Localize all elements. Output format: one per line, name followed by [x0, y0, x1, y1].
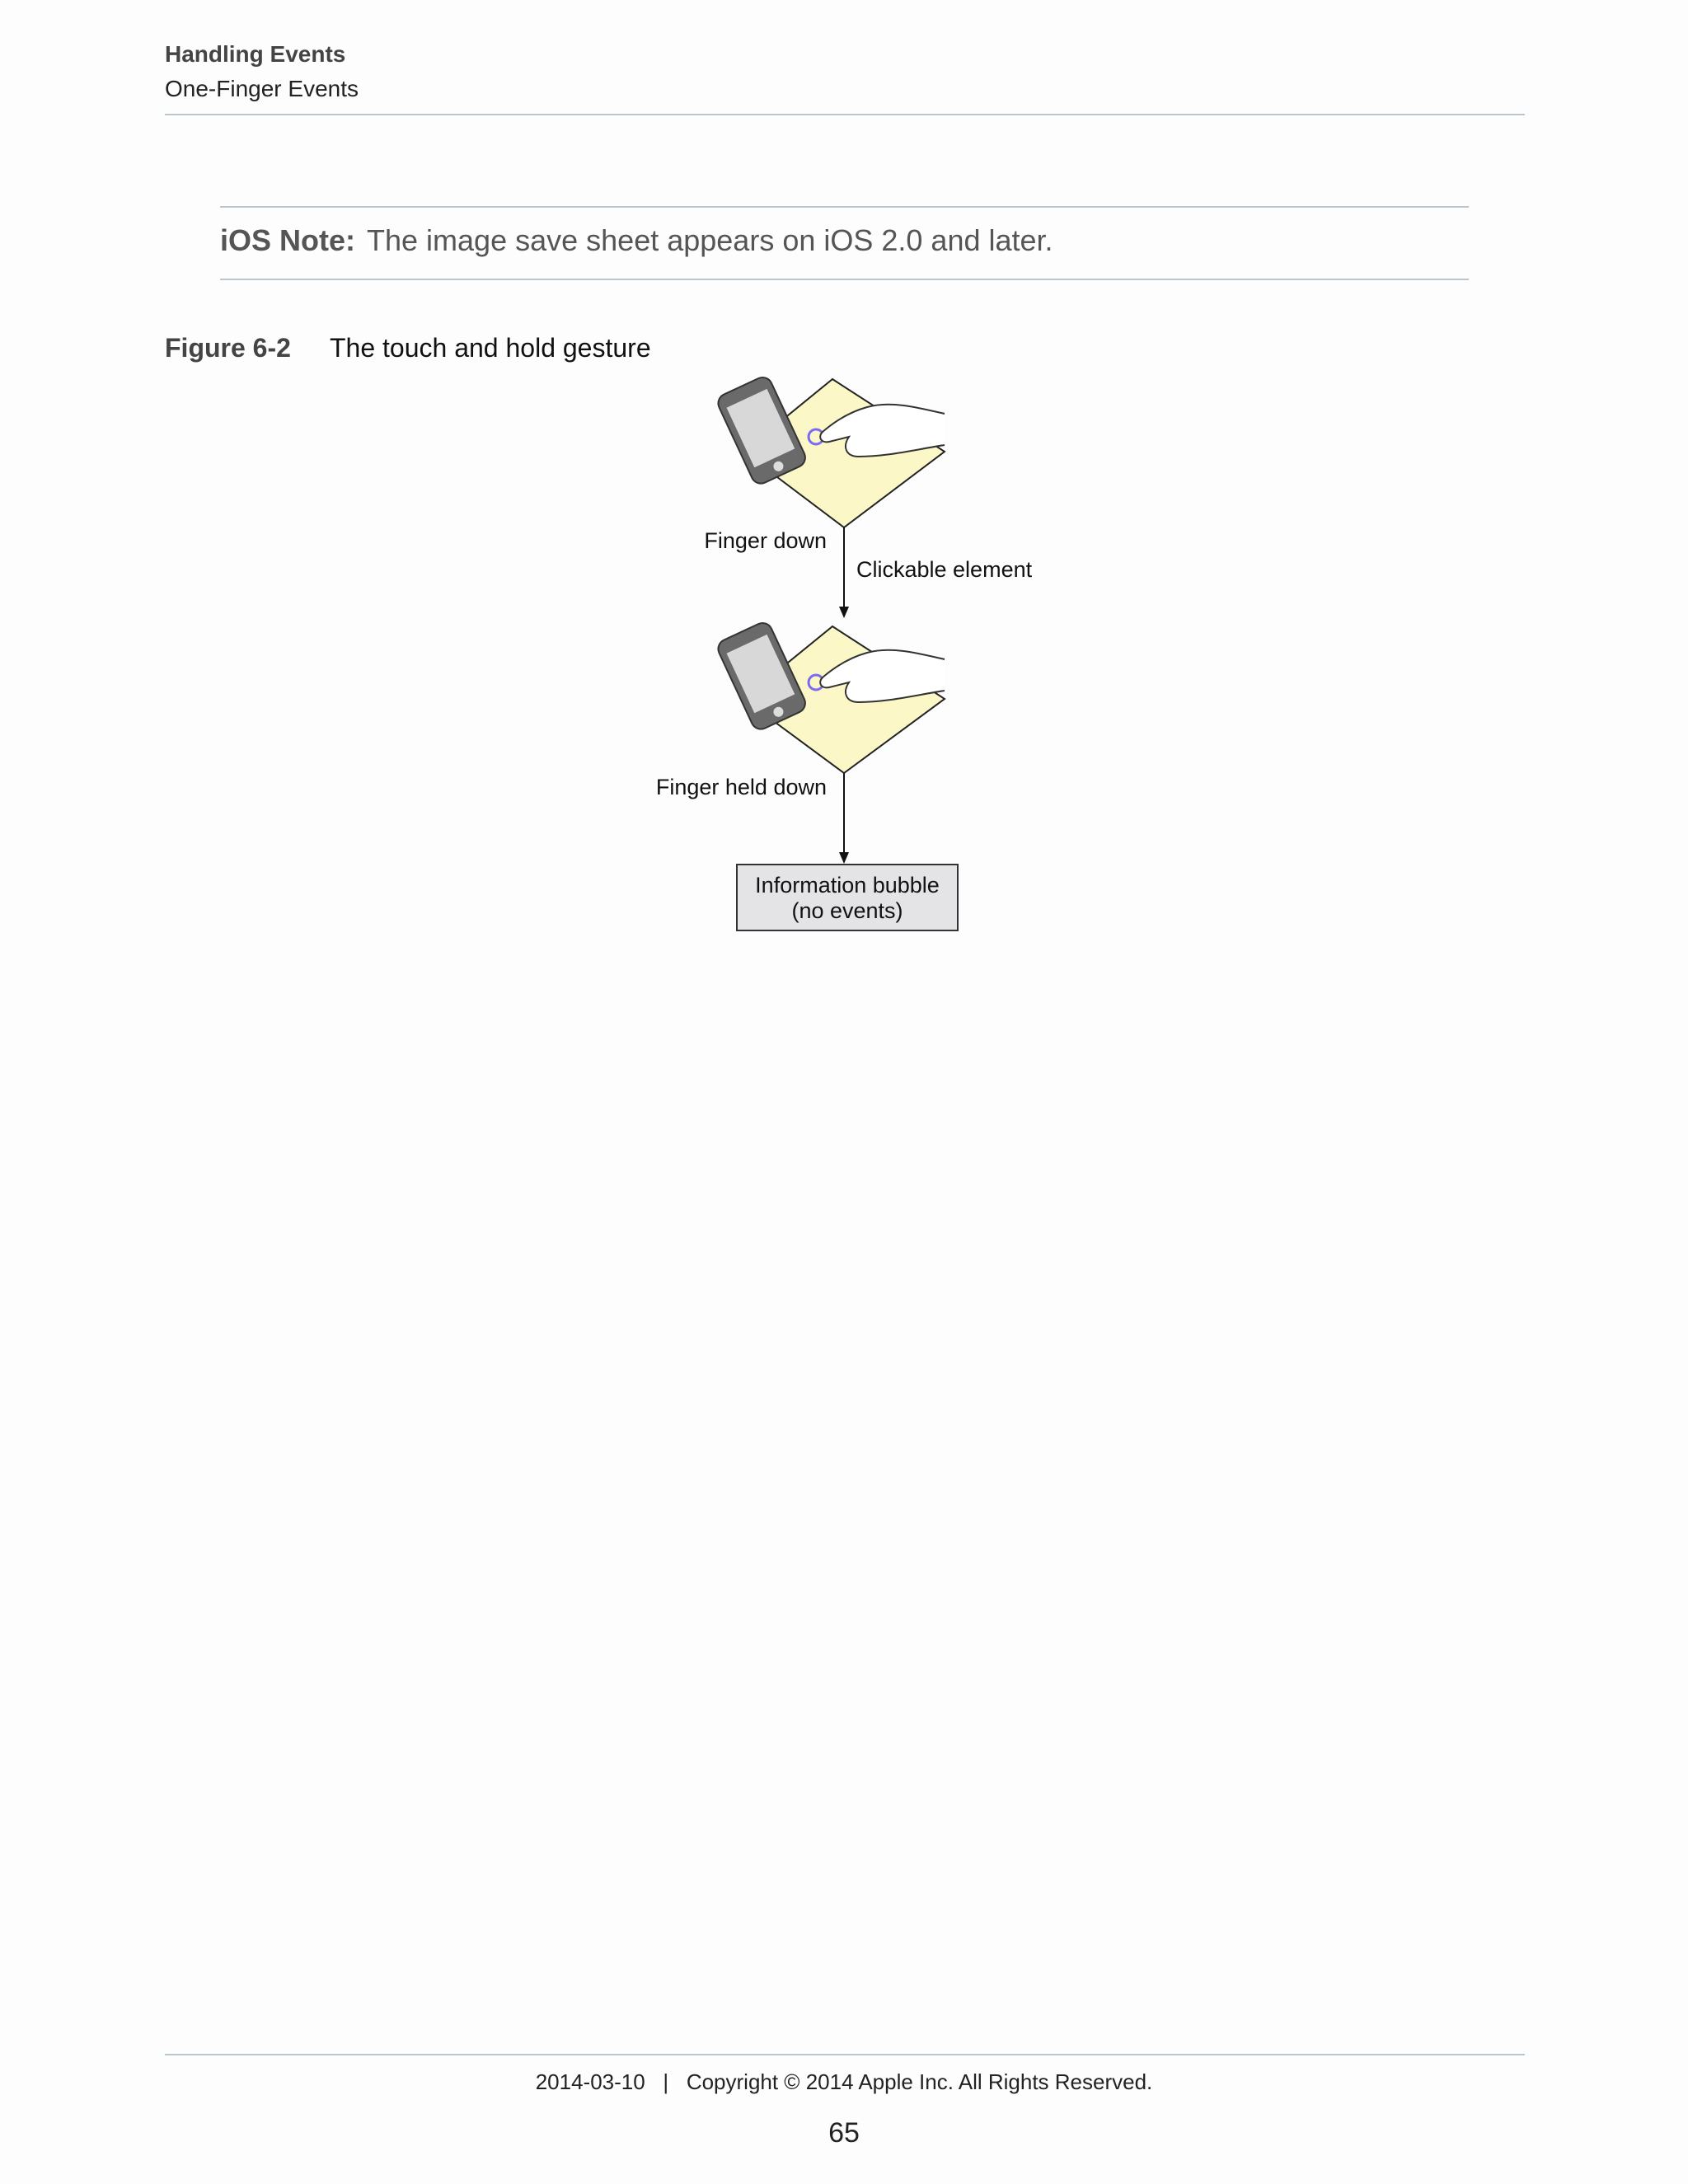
footer-date: 2014-03-10	[535, 2069, 645, 2094]
header-divider	[165, 114, 1525, 115]
footer-separator: |	[663, 2069, 669, 2094]
finger-down-label: Finger down	[704, 528, 827, 553]
figure-title: The touch and hold gesture	[330, 333, 651, 363]
figure-caption	[165, 330, 651, 366]
section-title: One-Finger Events	[165, 76, 359, 101]
finger-held-down-illustration	[715, 620, 945, 773]
note-label: iOS Note:	[220, 223, 356, 257]
figure-number: Figure 6-2	[165, 333, 291, 363]
finger-down-illustration	[715, 374, 945, 527]
finger-held-down-label: Finger held down	[655, 775, 827, 799]
no-events-label: (no events)	[791, 898, 903, 923]
note-text: The image save sheet appears on iOS 2.0 and later.	[367, 223, 1053, 257]
note-top-divider	[220, 206, 1469, 208]
footer-divider	[165, 2054, 1525, 2055]
clickable-element-label: Clickable element	[856, 557, 1033, 582]
page-number: 65	[828, 2117, 860, 2149]
footer	[0, 2067, 1688, 2097]
note-bottom-divider	[220, 279, 1469, 280]
running-header	[165, 40, 1525, 104]
information-bubble-label: Information bubble	[755, 873, 940, 898]
ios-note	[220, 221, 1053, 260]
footer-copyright: Copyright © 2014 Apple Inc. All Rights Reserved.	[686, 2069, 1153, 2094]
chapter-title: Handling Events	[165, 41, 346, 67]
touch-and-hold-diagram	[626, 371, 1088, 948]
